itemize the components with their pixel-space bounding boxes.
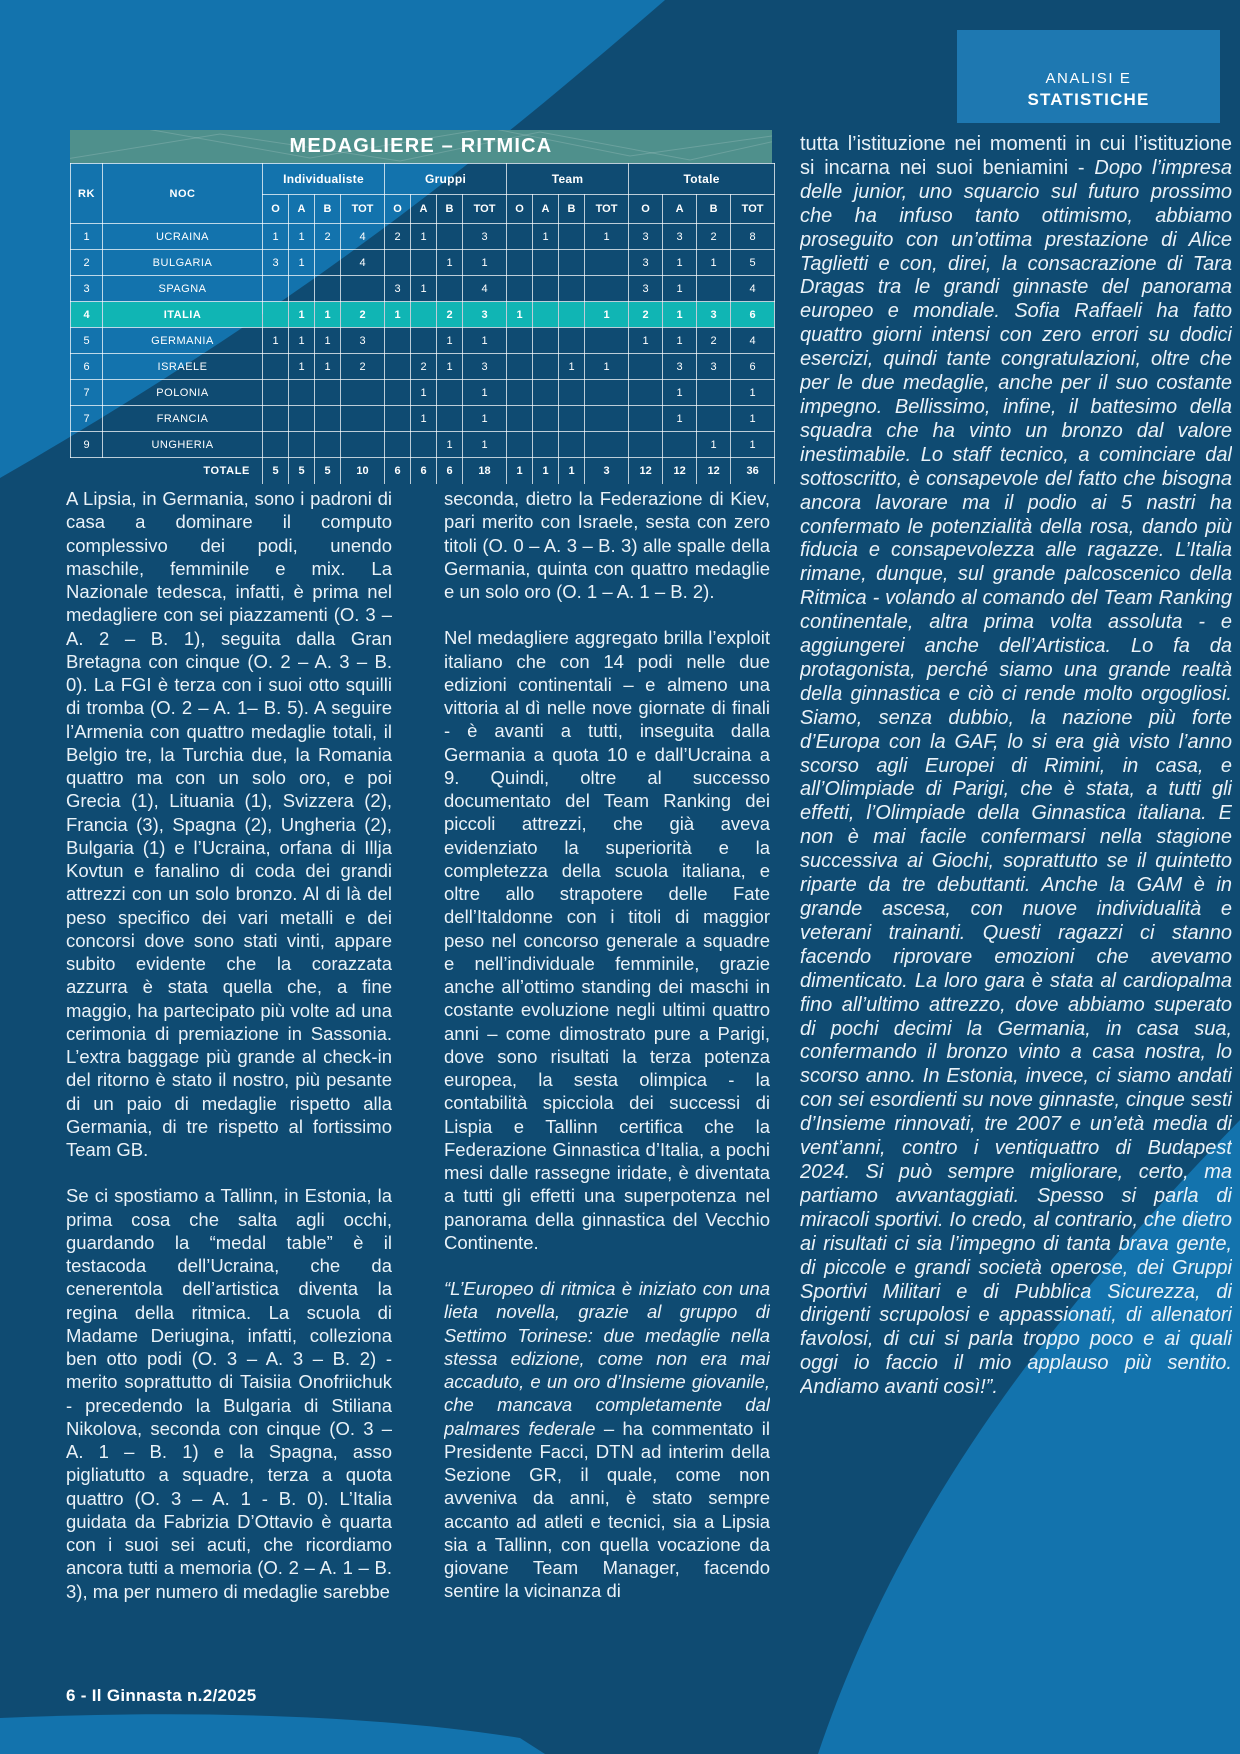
rank-cell: 1 bbox=[71, 224, 103, 250]
medal-cell: 4 bbox=[463, 276, 507, 302]
medal-cell bbox=[559, 406, 585, 432]
table-title-band bbox=[70, 130, 772, 163]
table-row bbox=[71, 432, 775, 458]
medal-cell bbox=[411, 328, 437, 354]
medal-table-body bbox=[71, 224, 775, 485]
total-cell: 6 bbox=[411, 458, 437, 485]
medal-cell bbox=[289, 432, 315, 458]
medal-cell bbox=[437, 276, 463, 302]
medal-cell bbox=[341, 276, 385, 302]
medal-cell: 3 bbox=[629, 224, 663, 250]
page-footer: 6 - Il Ginnasta n.2/2025 bbox=[66, 1686, 257, 1705]
text-segment: Se ci spostiamo a Tallinn, in Estonia, la prima cosa che salta agli occhi, guardando la “medal table” è il testacoda dell’Ucraina, che da cenerentola dell’artistica diventa la regina della ritmica. La scuola di Madame Deriugina, infatti, colleziona ben otto podi (O. 3 – A. 3 – B. 2) - merito soprattutto di Taisiia Onofriichuk - precedendo la Bulgaria di Stiliana Nikolova, seconda con cinque (O. 3 – A. 1 – B. 1) e la Spagna, asso pigliatutto a squadre, terza a quota quattro (O. 3 – A. 1 - B. 0). L’Italia guidata da Fabrizia D’Ottavio è quarta con i suoi sei acuti, che ricordiamo ancora tutti a memoria (O. 2 – A. 1 – B. 3), ma per numero di medaglie sarebbe bbox=[66, 1185, 392, 1602]
subcol-header: TOT bbox=[463, 195, 507, 224]
section-badge bbox=[957, 30, 1220, 123]
medal-cell bbox=[533, 380, 559, 406]
medal-cell bbox=[263, 354, 289, 380]
paragraph bbox=[444, 1277, 770, 1603]
medal-cell bbox=[585, 380, 629, 406]
medal-cell: 1 bbox=[663, 380, 697, 406]
text-segment: A Lipsia, in Germania, sono i padroni di casa a dominare il computo complessivo dei podi, unendo maschile, femminile e mix. La Nazionale tedesca, infatti, è prima nel medagliere con sei piazzamenti (O. 3 – A. 2 – B. 1), seguita dalla Gran Bretagna con cinque (O. 2 – A. 3 – B. 0). La FGI è terza con i suoi otto squilli di tromba (O. 2 – A. 1– B. 5). A seguire l’Armenia con quattro medaglie totali, il Belgio tre, la Turchia due, la Romania quattro ma con un solo oro, e poi Grecia (1), Lituania (1), Svizzera (2), Francia (3), Spagna (2), Ungheria (2), Bulgaria (1) e l’Ucraina, orfana di Illja Kovtun e fanalino di coda dei grandi attrezzi con un solo bronzo. Al di là del peso specifico dei vari metalli e dei concorsi dove sono stati vinti, appare subito evidente che la corazzata azzurra è stata quella che, a fine maggio, ha partecipato più volte ad una cerimonia di premiazione in Sassonia. L’extra baggage più grande al check-in del ritorno è stato il nostro, più pesante di un paio di medaglie rispetto alla Germania, di tre rispetto al fortissimo Team GB. bbox=[66, 488, 392, 1160]
medal-cell bbox=[507, 250, 533, 276]
total-cell: 6 bbox=[385, 458, 411, 485]
medal-cell: 4 bbox=[731, 276, 775, 302]
medal-cell: 1 bbox=[289, 328, 315, 354]
table-row bbox=[71, 224, 775, 250]
medal-cell: 1 bbox=[463, 328, 507, 354]
medal-cell: 3 bbox=[629, 276, 663, 302]
subcol-header: O bbox=[263, 195, 289, 224]
medal-cell: 1 bbox=[585, 354, 629, 380]
medal-cell: 1 bbox=[437, 328, 463, 354]
medal-cell: 1 bbox=[731, 432, 775, 458]
medal-table bbox=[70, 130, 772, 484]
medal-cell: 1 bbox=[437, 354, 463, 380]
article-column-right bbox=[800, 133, 1232, 1648]
subcol-header: A bbox=[663, 195, 697, 224]
subcol-header: B bbox=[559, 195, 585, 224]
medal-cell bbox=[629, 432, 663, 458]
medal-cell bbox=[411, 432, 437, 458]
text-segment: – ha commentato il Presidente Facci, DTN ad interim della Sezione GR, il quale, come non avveniva da anni, è stato sempre accanto ad atleti e tecnici, sia a Lipsia sia a Tallinn, con quella vocazione da giovane Team Manager, facendo sentire la vicinanza di bbox=[444, 1417, 770, 1602]
total-cell: 3 bbox=[585, 458, 629, 485]
text-segment: tutta l’istituzione nei momenti in cui l’istituzione si incarna nei suoi beniamini - bbox=[800, 133, 1232, 179]
article-column-middle bbox=[444, 487, 770, 1707]
medal-cell: 1 bbox=[411, 276, 437, 302]
medal-cell: 1 bbox=[629, 328, 663, 354]
medal-cell bbox=[585, 276, 629, 302]
total-cell: 6 bbox=[437, 458, 463, 485]
medal-cell bbox=[585, 406, 629, 432]
medal-cell: 1 bbox=[533, 224, 559, 250]
medal-cell bbox=[533, 302, 559, 328]
medal-cell bbox=[315, 250, 341, 276]
header-group-row bbox=[71, 164, 775, 195]
medal-cell bbox=[559, 380, 585, 406]
rank-cell: 5 bbox=[71, 328, 103, 354]
medal-cell bbox=[629, 354, 663, 380]
medal-cell: 5 bbox=[731, 250, 775, 276]
medal-cell: 1 bbox=[463, 250, 507, 276]
medal-cell: 1 bbox=[663, 328, 697, 354]
medal-cell bbox=[263, 432, 289, 458]
medal-table-header bbox=[71, 164, 775, 224]
medal-cell: 2 bbox=[341, 302, 385, 328]
medal-cell bbox=[437, 406, 463, 432]
medal-cell: 1 bbox=[411, 380, 437, 406]
subcol-header: A bbox=[533, 195, 559, 224]
badge-line2: STATISTICHE bbox=[1027, 90, 1150, 109]
medal-cell bbox=[341, 380, 385, 406]
medal-cell: 2 bbox=[697, 224, 731, 250]
medal-cell bbox=[507, 406, 533, 432]
paragraph bbox=[66, 487, 392, 1161]
medal-cell bbox=[629, 380, 663, 406]
medal-cell: 1 bbox=[697, 432, 731, 458]
medal-cell: 2 bbox=[629, 302, 663, 328]
medal-cell bbox=[315, 380, 341, 406]
table-row bbox=[71, 380, 775, 406]
group-header: Totale bbox=[629, 164, 775, 195]
medal-cell: 1 bbox=[585, 224, 629, 250]
medal-cell bbox=[507, 432, 533, 458]
medal-cell bbox=[289, 276, 315, 302]
total-cell: 10 bbox=[341, 458, 385, 485]
noc-cell: ITALIA bbox=[103, 302, 263, 328]
table-row bbox=[71, 302, 775, 328]
medal-cell: 1 bbox=[315, 354, 341, 380]
medal-cell bbox=[533, 276, 559, 302]
total-cell: 18 bbox=[463, 458, 507, 485]
medal-cell: 1 bbox=[463, 432, 507, 458]
rank-cell: 2 bbox=[71, 250, 103, 276]
badge-line1: ANALISI E bbox=[1045, 70, 1132, 87]
noc-cell: GERMANIA bbox=[103, 328, 263, 354]
total-cell: 12 bbox=[697, 458, 731, 485]
medal-cell: 1 bbox=[263, 328, 289, 354]
medal-cell: 1 bbox=[559, 354, 585, 380]
medal-cell bbox=[289, 380, 315, 406]
medal-cell bbox=[341, 406, 385, 432]
medal-cell bbox=[559, 432, 585, 458]
rk-header: RK bbox=[71, 164, 103, 224]
medal-cell: 3 bbox=[663, 224, 697, 250]
medal-cell: 3 bbox=[263, 250, 289, 276]
medal-cell: 3 bbox=[629, 250, 663, 276]
medal-cell: 2 bbox=[315, 224, 341, 250]
group-header: Team bbox=[507, 164, 629, 195]
table-row bbox=[71, 406, 775, 432]
medal-cell bbox=[411, 250, 437, 276]
medal-cell: 1 bbox=[385, 302, 411, 328]
subcol-header: O bbox=[385, 195, 411, 224]
rank-cell: 7 bbox=[71, 380, 103, 406]
medal-cell bbox=[697, 380, 731, 406]
medal-cell: 1 bbox=[663, 250, 697, 276]
subcol-header: B bbox=[697, 195, 731, 224]
text-segment: Dopo l’impresa delle junior, uno squarcio sul futuro prossimo che ha infuso tanto ottimismo, abbiamo proseguito con un’ottima prestazione di Alice Taglietti e con, direi, la consacrazione di Tara Dragas tra le grandi ginnaste del panorama europeo e mondiale. Sofia Raffaeli ha fatto quattro giorni intensi con zero errori su dodici esercizi, quindi tante congratulazioni, oltre che per le due medaglie, anche per il suo costante impegno. Bellissimo, infine, il battesimo della squadra che ha vinto un bronzo dal valore inestimabile. Lo staff tecnico, a cominciare dal sottoscritto, è consapevole del fatto che bisogna ancora lavorare ma il podio ai 5 nastri ha confermato le potenzialità della rosa, dando più fiducia e consapevolezza alle ragazze. L’Italia rimane, dunque, sul grande palcoscenico della Ritmica - volando al comando del Team Ranking continentale, altra prima volta assoluta - e aggiungerei anche dell’Artistica. Lo fa da protagonista, perché siamo una grande realtà della ginnastica e ciò ci rende molto orgogliosi. Siamo, senza dubbio, la nazione più forte d’Europa con la GAF, lo si era già visto l’anno scorso agli Europei di Rimini, in casa, e all’Olimpiade di Parigi, che è stata, a tutti gli effetti, l’Olimpiade della Ginnastica italiana. E non è mai facile confermarsi nella stagione successiva ai Giochi, soprattutto se il quintetto riparte da tre debuttanti. Anche la GAM è in grande ascesa, con nuove individualità e veterani trainanti. Questi ragazzi ci stanno facendo riprovare emozioni che avevamo dimenticato. La loro gara è stata al cardiopalma fino all’ultimo attrezzo, dove abbiamo superato di pochi decimi la Germania, in casa sua, confermando il bronzo vinto a casa nostra, lo scorso anno. In Estonia, invece, ci siamo andati con sei esordienti su nove ginnaste, cinque sesti d’Insieme rinnovati, tre 2007 e un’età media di vent’anni, contro i ventiquattro di Budapest 2024. Si può sempre migliorare, certo, ma partiamo avvantaggiati. Spesso si parla di miracoli sportivi. Io credo, al contrario, che dietro ai risultati ci sia l’impegno di tanta brava gente, di piccole e grandi società operose, dei Gruppi Sportivi Militari e di Pubblica Sicurezza, di dirigenti scrupolosi e appassionati, di allenatori favolosi, di cui si parla troppo poco e ai quali oggi io faccio il mio applauso più sentito. Andiamo avanti così!”. bbox=[800, 156, 1232, 1399]
total-cell: 1 bbox=[533, 458, 559, 485]
medal-cell: 2 bbox=[385, 224, 411, 250]
medal-cell bbox=[559, 276, 585, 302]
medal-cell: 6 bbox=[731, 354, 775, 380]
paragraph bbox=[800, 133, 1232, 1400]
medal-cell: 2 bbox=[437, 302, 463, 328]
medal-cell bbox=[585, 328, 629, 354]
medal-cell bbox=[507, 328, 533, 354]
text-segment: Nel medagliere aggregato brilla l’exploit italiano che con 14 podi nelle due edizioni continentali – e almeno una vittoria al dì nelle nove giornate di finali - è avanti a tutti, inseguita dalla Germania a quota 10 e dall’Ucraina a 9. Quindi, oltre al successo documentato del Team Ranking dei piccoli attrezzi, che già aveva evidenziato la superiorità e la completezza della scuola italiana, e oltre allo strapotere delle Fate dell’Italdonne con i titoli di maggior peso nel concorso generale a squadre e nell’individuale femminile, grazie anche all’ottimo standing dei maschi in costante evoluzione negli ultimi quattro anni – come dimostrato pure a Parigi, dove sono risultati la terza potenza europea, la sesta olimpica - la contabilità spicciola dei successi di Lispia e Tallinn certifica che la Federazione Ginnastica d’Italia, a pochi mesi dalle rassegne iridate, è diventata a tutti gli effetti una superpotenza nel panorama della ginnastica del Vecchio Continente. bbox=[444, 627, 770, 1253]
medal-cell: 3 bbox=[463, 224, 507, 250]
medal-cell bbox=[385, 354, 411, 380]
medal-cell: 1 bbox=[585, 302, 629, 328]
medal-cell: 1 bbox=[315, 302, 341, 328]
medal-cell bbox=[533, 250, 559, 276]
table-row bbox=[71, 328, 775, 354]
paragraph bbox=[444, 626, 770, 1254]
rank-cell: 7 bbox=[71, 406, 103, 432]
subcol-header: O bbox=[629, 195, 663, 224]
medal-cell: 1 bbox=[663, 302, 697, 328]
medal-cell: 3 bbox=[697, 302, 731, 328]
medal-cell: 4 bbox=[731, 328, 775, 354]
medal-cell: 3 bbox=[463, 354, 507, 380]
medal-cell: 1 bbox=[411, 406, 437, 432]
medal-cell bbox=[697, 406, 731, 432]
medal-cell bbox=[385, 406, 411, 432]
subcol-header: A bbox=[411, 195, 437, 224]
medal-cell: 3 bbox=[341, 328, 385, 354]
total-cell: 12 bbox=[629, 458, 663, 485]
noc-cell: UCRAINA bbox=[103, 224, 263, 250]
rank-cell: 6 bbox=[71, 354, 103, 380]
rank-cell: 4 bbox=[71, 302, 103, 328]
text-segment: seconda, dietro la Federazione di Kiev, pari merito con Israele, sesta con zero titoli (O. 0 – A. 3 – B. 3) alle spalle della Germania, quinta con quattro medaglie e un solo oro (O. 1 – A. 1 – B. 2). bbox=[444, 488, 770, 602]
medal-cell: 1 bbox=[289, 354, 315, 380]
medal-cell: 1 bbox=[411, 224, 437, 250]
medal-cell: 4 bbox=[341, 224, 385, 250]
medal-cell bbox=[385, 380, 411, 406]
subcol-header: TOT bbox=[731, 195, 775, 224]
medal-cell: 3 bbox=[697, 354, 731, 380]
medal-cell bbox=[385, 328, 411, 354]
rank-cell: 3 bbox=[71, 276, 103, 302]
medal-cell: 3 bbox=[463, 302, 507, 328]
medal-cell bbox=[507, 224, 533, 250]
medal-cell: 1 bbox=[289, 250, 315, 276]
medal-cell bbox=[289, 406, 315, 432]
medal-cell: 1 bbox=[463, 406, 507, 432]
medal-cell bbox=[663, 432, 697, 458]
medal-cell bbox=[315, 406, 341, 432]
medal-cell bbox=[315, 432, 341, 458]
medal-cell bbox=[559, 224, 585, 250]
group-header: Gruppi bbox=[385, 164, 507, 195]
medal-cell bbox=[263, 276, 289, 302]
medal-cell: 2 bbox=[697, 328, 731, 354]
medal-cell: 1 bbox=[731, 380, 775, 406]
paragraph bbox=[444, 487, 770, 603]
rank-cell: 9 bbox=[71, 432, 103, 458]
medal-cell bbox=[507, 380, 533, 406]
subcol-header: A bbox=[289, 195, 315, 224]
medal-cell bbox=[437, 380, 463, 406]
medal-cell: 1 bbox=[697, 250, 731, 276]
medal-cell bbox=[629, 406, 663, 432]
medal-cell: 1 bbox=[263, 224, 289, 250]
group-header: Individualiste bbox=[263, 164, 385, 195]
medal-cell: 1 bbox=[437, 250, 463, 276]
totals-label: TOTALE bbox=[71, 458, 263, 485]
noc-cell: POLONIA bbox=[103, 380, 263, 406]
medal-cell bbox=[341, 432, 385, 458]
medal-cell: 3 bbox=[385, 276, 411, 302]
medal-cell: 4 bbox=[341, 250, 385, 276]
total-cell: 12 bbox=[663, 458, 697, 485]
subcol-header: B bbox=[315, 195, 341, 224]
medal-cell: 1 bbox=[731, 406, 775, 432]
subcol-header: O bbox=[507, 195, 533, 224]
subcol-header: B bbox=[437, 195, 463, 224]
medal-cell bbox=[385, 250, 411, 276]
medal-cell bbox=[411, 302, 437, 328]
medal-cell: 1 bbox=[463, 380, 507, 406]
medal-cell bbox=[559, 302, 585, 328]
subcol-header: TOT bbox=[585, 195, 629, 224]
noc-cell: UNGHERIA bbox=[103, 432, 263, 458]
medal-cell: 1 bbox=[289, 224, 315, 250]
medal-cell bbox=[507, 354, 533, 380]
noc-cell: BULGARIA bbox=[103, 250, 263, 276]
medal-cell bbox=[533, 406, 559, 432]
noc-cell: FRANCIA bbox=[103, 406, 263, 432]
medal-cell bbox=[559, 250, 585, 276]
medal-standings-table bbox=[70, 163, 775, 484]
medal-cell bbox=[315, 276, 341, 302]
medal-cell: 1 bbox=[507, 302, 533, 328]
medal-cell bbox=[507, 276, 533, 302]
medal-cell: 1 bbox=[663, 276, 697, 302]
subcol-header: TOT bbox=[341, 195, 385, 224]
medal-cell bbox=[559, 328, 585, 354]
total-cell: 1 bbox=[559, 458, 585, 485]
paragraph bbox=[66, 1184, 392, 1603]
medal-cell bbox=[263, 302, 289, 328]
medal-cell bbox=[533, 328, 559, 354]
table-row bbox=[71, 250, 775, 276]
total-cell: 1 bbox=[507, 458, 533, 485]
table-row bbox=[71, 354, 775, 380]
medal-cell bbox=[585, 250, 629, 276]
medal-cell: 6 bbox=[731, 302, 775, 328]
noc-cell: ISRAELE bbox=[103, 354, 263, 380]
medal-cell: 1 bbox=[289, 302, 315, 328]
medal-cell bbox=[263, 380, 289, 406]
total-cell: 5 bbox=[263, 458, 289, 485]
total-cell: 36 bbox=[731, 458, 775, 485]
medal-cell bbox=[263, 406, 289, 432]
totals-row bbox=[71, 458, 775, 485]
noc-cell: SPAGNA bbox=[103, 276, 263, 302]
table-title: MEDAGLIERE – RITMICA bbox=[289, 135, 553, 157]
medal-cell: 2 bbox=[411, 354, 437, 380]
medal-cell bbox=[533, 432, 559, 458]
medal-cell: 1 bbox=[315, 328, 341, 354]
noc-header: NOC bbox=[103, 164, 263, 224]
medal-cell: 3 bbox=[663, 354, 697, 380]
medal-cell bbox=[437, 224, 463, 250]
medal-cell bbox=[585, 432, 629, 458]
medal-cell bbox=[697, 276, 731, 302]
article-column-left bbox=[66, 487, 392, 1662]
medal-cell: 1 bbox=[663, 406, 697, 432]
table-row bbox=[71, 276, 775, 302]
medal-cell: 2 bbox=[341, 354, 385, 380]
total-cell: 5 bbox=[315, 458, 341, 485]
medal-cell: 8 bbox=[731, 224, 775, 250]
text-segment: “L’Europeo di ritmica è iniziato con una lieta novella, grazie al gruppo di Settimo Torinese: due medaglie nella stessa edizione, come non era mai accaduto, e un oro d’Insieme giovanile, che mancava completamente dal palmares federale bbox=[444, 1278, 770, 1439]
medal-cell bbox=[533, 354, 559, 380]
medal-cell: 1 bbox=[437, 432, 463, 458]
medal-cell bbox=[385, 432, 411, 458]
total-cell: 5 bbox=[289, 458, 315, 485]
